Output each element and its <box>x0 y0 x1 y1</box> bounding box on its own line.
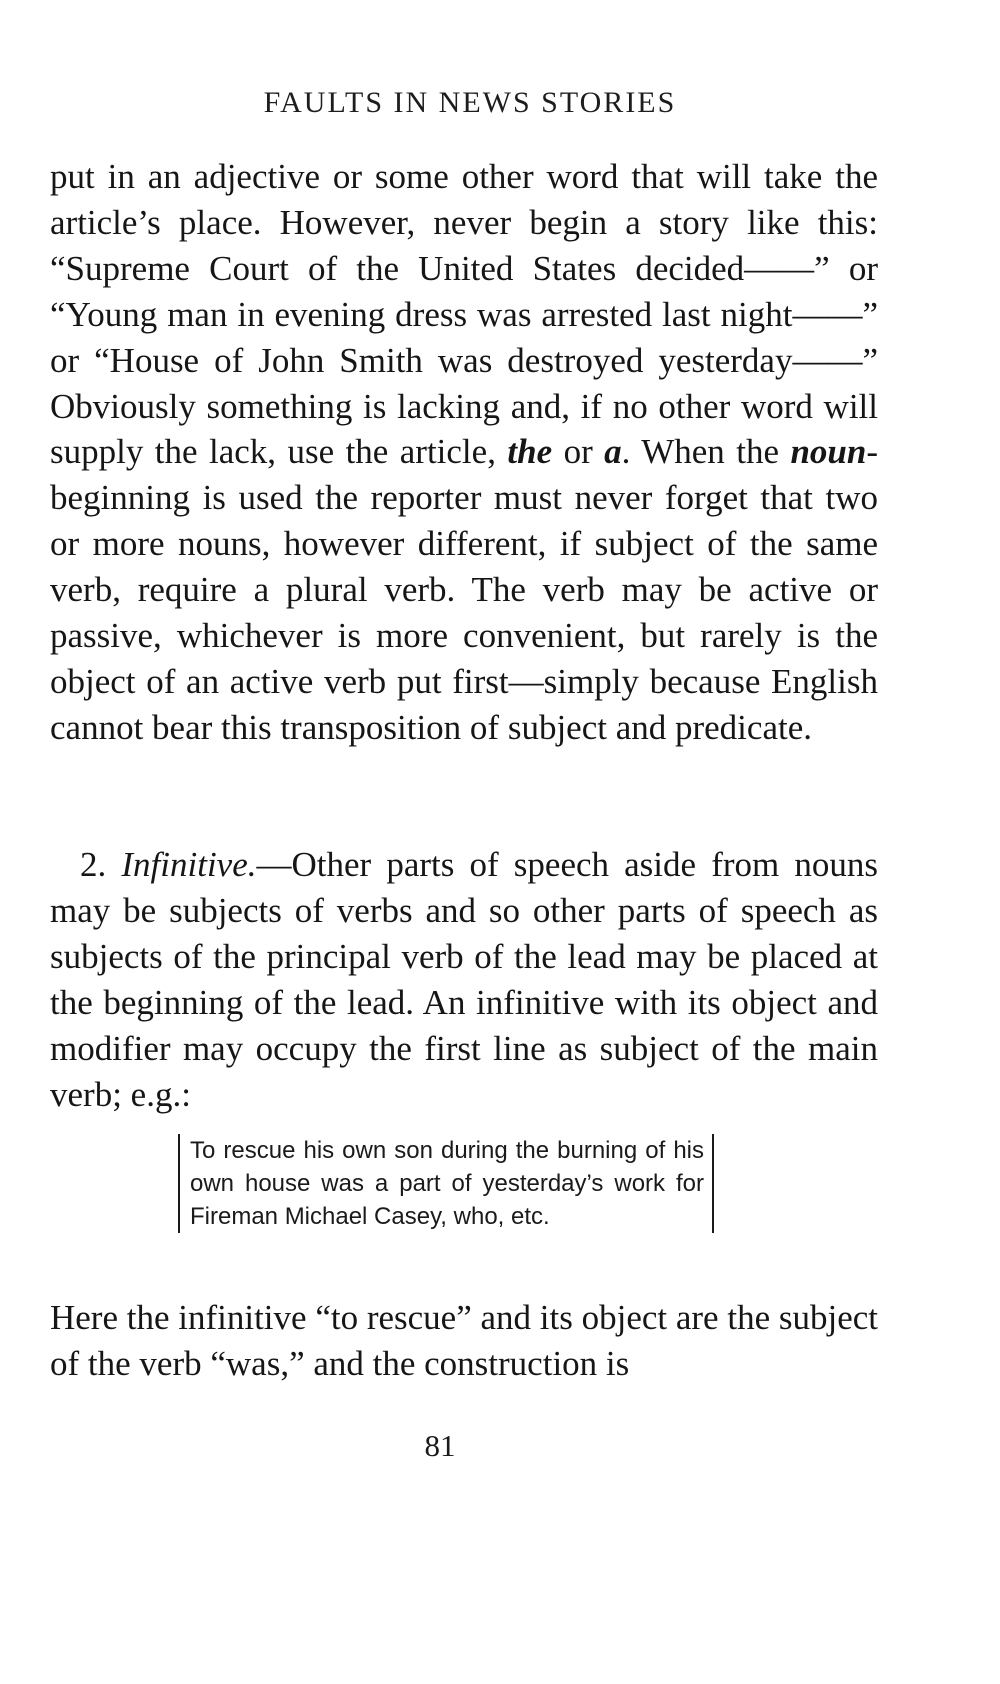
paragraph-text: or <box>552 432 605 472</box>
paragraph-text: put in an adjective or some other word that will take the article’s place. However, never begin a story like this: “Supreme Court of the United States decided——” or “Young man in evening dress was arrested last night——” or “House of John Smith was destroyed yesterday——” Obviously something is lacking and, if no other word will supply the lack, use the article, <box>50 157 878 472</box>
body-paragraph-nouns <box>50 154 878 751</box>
paragraph-text: Here the infinitive “to rescue” and its object are the subject of the verb “was,” and the construction is <box>50 1298 878 1383</box>
paragraph-text: . When the <box>621 432 791 472</box>
paragraph-text: —Other parts of speech aside from nouns may be subjects of verbs and so other parts of speech as subjects of the principal verb of the lead may be placed at the beginning of the lead. An infinitive with its object and modifier may occupy the first line as subject of the main verb; e.g.: <box>50 845 878 1114</box>
page-number: 81 <box>424 1428 456 1463</box>
example-lead-text: To rescue his own son during the burning of his own house was a part of yesterday’s work for Fireman Michael Casey, who, etc. <box>190 1137 704 1230</box>
section-heading: Infinitive. <box>121 845 257 884</box>
italic-word-the: the <box>507 432 553 472</box>
paragraph-text: -beginning is used the reporter must never forget that two or more nouns, however different, if subject of the same verb, require a plural verb. The verb may be active or passive, whichever is more convenient, but rarely is the object of an active verb put first—simply because English cannot bear this transposition of subject and predicate. <box>50 432 879 747</box>
body-paragraph-infinitive <box>50 842 878 1117</box>
section-number: 2. <box>80 845 122 884</box>
italic-word-a: a <box>604 432 622 472</box>
running-header: FAULTS IN NEWS STORIES <box>263 86 677 119</box>
body-paragraph-explanation <box>50 1295 878 1387</box>
example-lead-block <box>178 1134 714 1233</box>
italic-word-noun: noun <box>790 432 867 472</box>
